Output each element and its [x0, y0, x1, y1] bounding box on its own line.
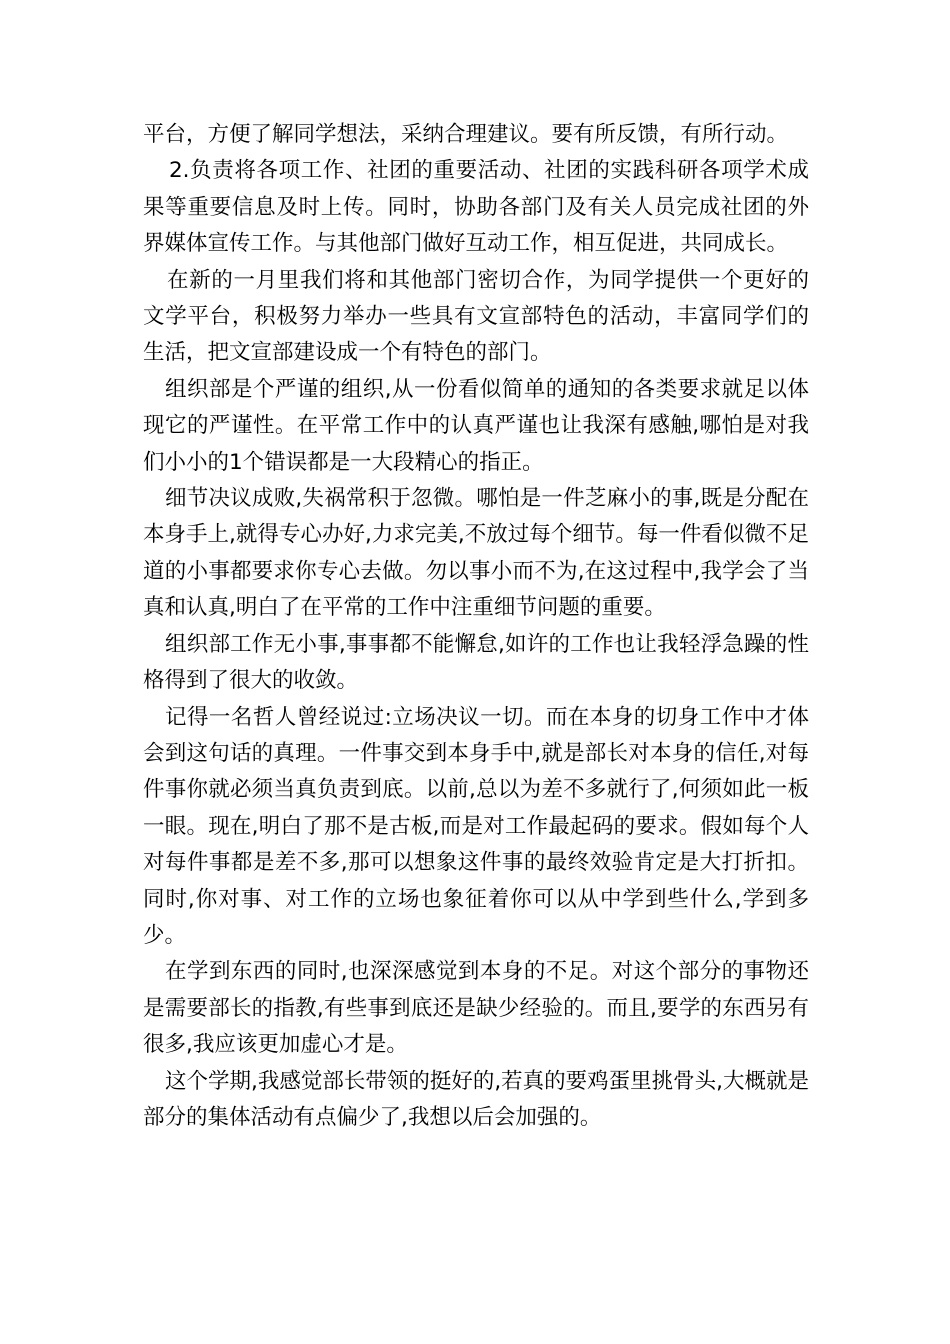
paragraph-shortcomings: 在学到东西的同时,也深深感觉到本身的不足。对这个部分的事物还是需要部长的指教,有些事到底还是缺少经验的。而且,要学的东西另有很多,我应该更加虚心才是。 — [143, 959, 809, 1058]
paragraph-no-small-matters: 组织部工作无小事,事事都不能懈怠,如许的工作也让我轻浮急躁的性格得到了很大的收敛。 — [143, 631, 809, 694]
paragraph-attitude: 记得一名哲人曾经说过:立场决议一切。而在本身的切身工作中才体会到这句话的真理。一件事交到本身手中,就是部长对本身的信任,对每件事你就必须当真负责到底。以前,总以为差不多就行了,何须如此一板一眼。现在,明白了那不是古板,而是对工作最起码的要求。假如每个人对每件事都是差不多,那可以想象这件事的最终效验肯定是大打折扣。同时,你对事、对工作的立场也象征着你可以从中学到些什么,学到多少。 — [143, 704, 809, 948]
paragraph-organization: 组织部是个严谨的组织,从一份看似简单的通知的各类要求就足以体现它的严谨性。在平常工作中的认真严谨也让我深有感触,哪怕是对我们小小的1个错误都是一大段精心的指正。 — [143, 376, 809, 475]
paragraph-semester: 这个学期,我感觉部长带领的挺好的,若真的要鸡蛋里挑骨头,大概就是部分的集体活动有点偏少了,我想以后会加强的。 — [143, 1068, 810, 1130]
paragraph-continuation: 平台，方便了解同学想法，采纳合理建议。要有所反馈，有所行动。 — [143, 122, 789, 147]
paragraph-plan: 在新的一月里我们将和其他部门密切合作，为同学提供一个更好的文学平台，积极努力举办一些具有文宣部特色的活动，丰富同学们的生活，把文宣部建设成一个有特色的部门。 — [143, 267, 809, 366]
paragraph-item-2: 2.负责将各项工作、社团的重要活动、社团的实践科研各项学术成果等重要信息及时上传。同时，协助各部门及有关人员完成社团的外界媒体宣传工作。与其他部门做好互动工作，相互促进，共同成长。 — [143, 158, 809, 257]
document-body — [143, 117, 809, 1136]
paragraph-details: 细节决议成败,失祸常积于忽微。哪怕是一件芝麻小的事,既是分配在本身手上,就得专心办好,力求完美,不放过每个细节。每一件看似微不足道的小事都要求你专心去做。勿以事小而不为,在这过程中,我学会了当真和认真,明白了在平常的工作中注重细节问题的重要。 — [143, 486, 809, 621]
